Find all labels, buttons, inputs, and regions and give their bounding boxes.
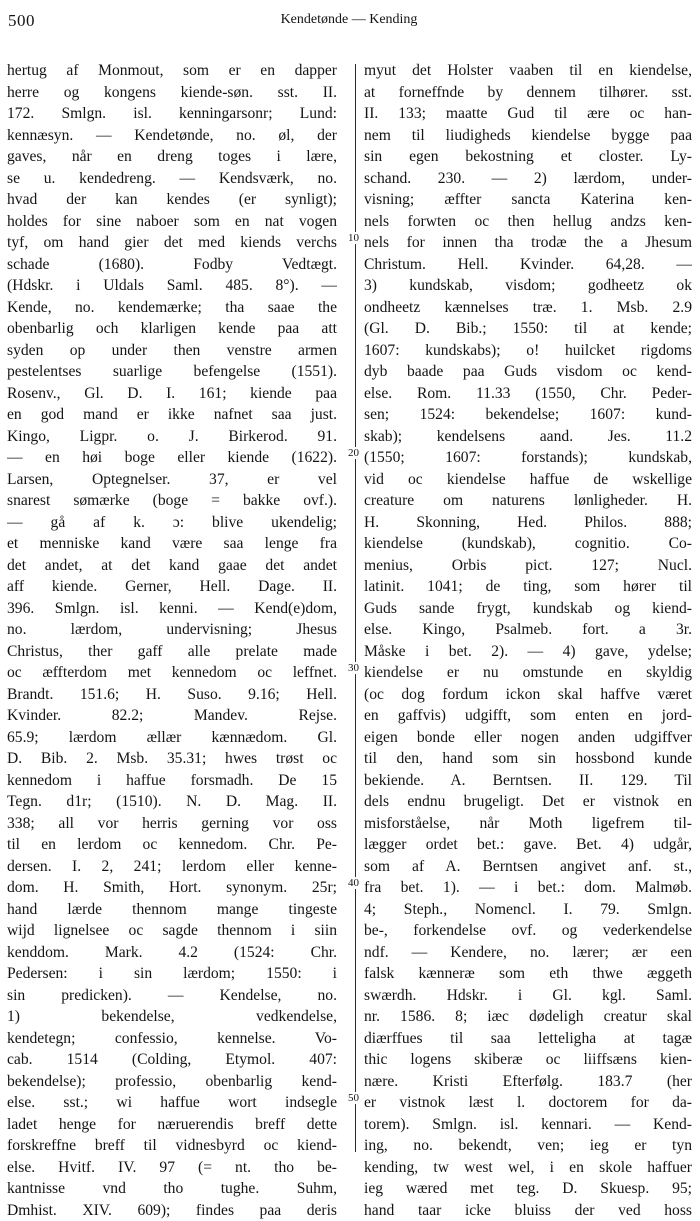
text-line: 3) kundskab, visdom; godheetz ok	[364, 275, 692, 297]
text-line: 172. Smlgn. isl. kenningarsonr; Lund:	[7, 103, 337, 125]
text-line: en gaffvis) udgifft, som enten en jord-	[364, 705, 692, 727]
text-line: sin egen bekostning et closter. Ly-	[364, 146, 692, 168]
text-line: else. Rom. 11.33 (1550, Chr. Peder-	[364, 383, 692, 405]
text-line: Dmhist. XIV. 609); findes paa deris	[7, 1200, 337, 1221]
right-column	[364, 60, 692, 1221]
text-line: be-, forkendelse ovf. og vederkendelse	[364, 920, 692, 942]
text-line: gaves, når en dreng toges i lære,	[7, 146, 337, 168]
text-line: 1607: kundskabs); o! huilcket rigdoms	[364, 340, 692, 362]
text-line: oc æffterdom met kennedom oc leffnet.	[7, 662, 337, 684]
text-line: som af A. Berntsen angivet anf. st.,	[364, 856, 692, 878]
left-column	[7, 60, 337, 1221]
text-line: misforståelse, når Moth ligefrem til-	[364, 813, 692, 835]
text-line: dyb baade paa Guds visdom oc kend-	[364, 361, 692, 383]
text-line: syden op under then venstre armen	[7, 340, 337, 362]
text-line: sen; 1524: bekendelse; 1607: kund-	[364, 404, 692, 426]
text-line: hvad der kan kendes (er synligt);	[7, 189, 337, 211]
text-line: creature om naturens lønligheder. H.	[364, 490, 692, 512]
text-line: fra bet. 1). — i bet.: dom. Malmøb.	[364, 877, 692, 899]
text-line: else. sst.; wi haffue wort indsegle	[7, 1092, 337, 1114]
page-number: 500	[8, 11, 35, 31]
text-line: kennæsyn. — Kendetønde, no. øl, der	[7, 125, 337, 147]
text-line: at forneffnde by dennem tilhører. sst.	[364, 82, 692, 104]
text-line: obenbarlig och klarligen kende paa att	[7, 318, 337, 340]
text-line: kiendelse (kundskab), cognitio. Co-	[364, 533, 692, 555]
text-line: wijd lignelsee oc sagde thennom i siin	[7, 920, 337, 942]
text-line: til den, hand som sin hossbond kunde	[364, 748, 692, 770]
text-line: nels forwten oc then hellug andzs ken-	[364, 211, 692, 233]
text-line: Brandt. 151.6; H. Suso. 9.16; Hell.	[7, 684, 337, 706]
text-line: tyf, om hand gier det med kiends verchs	[7, 232, 337, 254]
text-line: ondheetz kænnelses træ. 1. Msb. 2.9	[364, 297, 692, 319]
text-line: nem til liudigheds kiendelse bygge paa	[364, 125, 692, 147]
text-line: schand. 230. — 2) lærdom, under-	[364, 168, 692, 190]
text-line: myut det Holster vaaben til en kiendelse,	[364, 60, 692, 82]
text-line: hand lærde thennom mange tingeste	[7, 899, 337, 921]
text-line: 1) bekendelse, vedkendelse,	[7, 1006, 337, 1028]
text-line: menius, Orbis pict. 127; Nucl.	[364, 555, 692, 577]
text-line: schade (1680). Fodby Vedtægt.	[7, 254, 337, 276]
text-line: 338; all vor herris gerning vor oss	[7, 813, 337, 835]
text-line: dersen. I. 2, 241; lerdom eller kenne-	[7, 856, 337, 878]
text-line: kenddom. Mark. 4.2 (1524: Chr.	[7, 942, 337, 964]
text-line: hand taar icke bluiss der ved hoss	[364, 1200, 692, 1221]
text-line: no. lærdom, undervisning; Jhesus	[7, 619, 337, 641]
text-line: forskreffne breff til vidnesbyrd oc kiend-	[7, 1135, 337, 1157]
text-line: latinit. 1041; de ting, som hører til	[364, 576, 692, 598]
text-line: ndf. — Kendere, no. lærer; ær een	[364, 942, 692, 964]
text-line: vid oc kiendelse haffue de wskellige	[364, 469, 692, 491]
text-line: ing, no. bekendt, ven; ieg er tyn	[364, 1135, 692, 1157]
text-line: skab); kendelsens aand. Jes. 11.2	[364, 426, 692, 448]
text-line: sin predicken). — Kendelse, no.	[7, 985, 337, 1007]
text-line: (oc dog fordum ickon skal haffve været	[364, 684, 692, 706]
text-line: bekendelse); professio, obenbarlig kend-	[7, 1071, 337, 1093]
text-line: eigen bonde eller nogen anden udgiffver	[364, 727, 692, 749]
text-line: dels endnu brugeligt. Det er vistnok en	[364, 791, 692, 813]
text-line: visning; æffter sancta Katerina ken-	[364, 189, 692, 211]
text-line: — en høi boge eller kiende (1622).	[7, 447, 337, 469]
text-line: Tegn. d1r; (1510). N. D. Mag. II.	[7, 791, 337, 813]
text-line: Guds sande frygt, kundskab og kiend-	[364, 598, 692, 620]
text-line: else. Hvitf. IV. 97 (= nt. tho be-	[7, 1157, 337, 1179]
text-line: 4; Steph., Nomencl. I. 79. Smlgn.	[364, 899, 692, 921]
text-line: herre og kongens kiende-søn. sst. II.	[7, 82, 337, 104]
text-line: 396. Smlgn. isl. kenni. — Kend(e)dom,	[7, 598, 337, 620]
text-line: torem). Smlgn. isl. kennari. — Kend-	[364, 1114, 692, 1136]
text-line: nels for innen tha trodæ the a Jhesum	[364, 232, 692, 254]
text-line: snarest sømærke (boge = bakke ovf.).	[7, 490, 337, 512]
text-line: — gå af k. ɔ: blive ukendelig;	[7, 512, 337, 534]
text-line: (Gl. D. Bib.; 1550: til at kende;	[364, 318, 692, 340]
text-line: se u. kendedreng. — Kendsværk, no.	[7, 168, 337, 190]
text-line: ladet henge for næruerendis breff dette	[7, 1114, 337, 1136]
line-number-50: 50	[347, 1092, 360, 1104]
text-line: ieg wæred met teg. D. Skuesp. 95;	[364, 1178, 692, 1200]
text-line: cab. 1514 (Colding, Etymol. 407:	[7, 1049, 337, 1071]
text-line: Kende, no. kendemærke; tha saae the	[7, 297, 337, 319]
text-line: falsk kænneræ som eth thwe æggeth	[364, 963, 692, 985]
text-line: (Hdskr. i Uldals Saml. 485. 8°). —	[7, 275, 337, 297]
text-line: kantnisse vnd tho tughe. Suhm,	[7, 1178, 337, 1200]
text-line: Kvinder. 82.2; Mandev. Rejse.	[7, 705, 337, 727]
text-line: nære. Kristi Efterfølg. 183.7 (her	[364, 1071, 692, 1093]
line-number-20: 20	[347, 447, 360, 459]
line-number-10: 10	[347, 232, 360, 244]
text-line: lægger ordet bet.: gave. Bet. 4) udgår,	[364, 834, 692, 856]
text-line: kendetegn; confessio, kennelse. Vo-	[7, 1028, 337, 1050]
page-header	[8, 11, 690, 33]
text-line: en god mand er ikke nafnet saa just.	[7, 404, 337, 426]
text-line: Christum. Hell. Kvinder. 64,28. —	[364, 254, 692, 276]
text-line: nr. 1586. 8; iæc dødeligh creatur skal	[364, 1006, 692, 1028]
text-line: til en lerdom oc kennedom. Chr. Pe-	[7, 834, 337, 856]
text-line: Christus, ther gaff alle prelate made	[7, 641, 337, 663]
text-line: H. Skonning, Hed. Philos. 888;	[364, 512, 692, 534]
text-line: aff kiende. Gerner, Hell. Dage. II.	[7, 576, 337, 598]
line-number-30: 30	[347, 662, 360, 674]
running-title: Kendetønde — Kending	[8, 12, 690, 28]
text-line: swærdh. Hdskr. i Gl. kgl. Saml.	[364, 985, 692, 1007]
text-line: et menniske kand være saa lenge fra	[7, 533, 337, 555]
text-line: Larsen, Optegnelser. 37, er vel	[7, 469, 337, 491]
text-line: Kingo, Ligpr. o. J. Birkerod. 91.	[7, 426, 337, 448]
text-line: det andet, at det kand gaae det andet	[7, 555, 337, 577]
column-divider	[355, 64, 356, 1152]
text-line: hertug af Monmout, som er en dapper	[7, 60, 337, 82]
text-line: Rosenv., Gl. D. I. 161; kiende paa	[7, 383, 337, 405]
text-line: (1550; 1607: forstands); kundskab,	[364, 447, 692, 469]
text-line: 65.9; lærdom ællær kænnædom. Gl.	[7, 727, 337, 749]
text-line: kiendelse er nu omstunde en skyldig	[364, 662, 692, 684]
text-line: diærffues til saa letteligha at tagæ	[364, 1028, 692, 1050]
text-line: kennedom i haffue forsmadh. De 15	[7, 770, 337, 792]
text-line: bekiende. A. Berntsen. II. 129. Til	[364, 770, 692, 792]
text-line: er vistnok læst l. doctorem for da-	[364, 1092, 692, 1114]
text-line: holdes for sine naboer som en nat vogen	[7, 211, 337, 233]
text-line: D. Bib. 2. Msb. 35.31; hwes trøst oc	[7, 748, 337, 770]
text-line: II. 133; maatte Gud til ære oc han-	[364, 103, 692, 125]
text-line: dom. H. Smith, Hort. synonym. 25r;	[7, 877, 337, 899]
text-line: thic logens skiberæ oc liiffsæns kien-	[364, 1049, 692, 1071]
text-line: kending, tw west wel, i en skole haffuer	[364, 1157, 692, 1179]
text-line: Pedersen: i sin lærdom; 1550: i	[7, 963, 337, 985]
line-number-40: 40	[347, 877, 360, 889]
text-line: Måske i bet. 2). — 4) gave, ydelse;	[364, 641, 692, 663]
text-line: pestelentses suarlige befengelse (1551).	[7, 361, 337, 383]
text-line: else. Kingo, Psalmeb. fort. a 3r.	[364, 619, 692, 641]
